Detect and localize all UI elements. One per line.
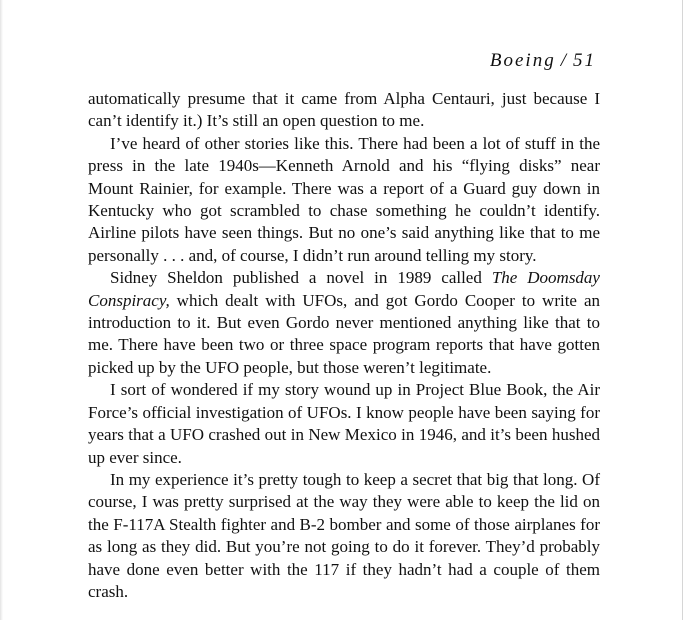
body-text [88, 88, 600, 603]
paragraph: In my experience it’s pretty tough to keep a secret that big that long. Of course, I was pretty surprised at the way they were able to keep the lid on the F-117A Stealth fighter and B-2 bomber and some of those airplanes for as long as they did. But you’re not going to do it forever. They’d probably have done even better with the 117 if they hadn’t had a couple of them crash. [88, 469, 600, 601]
scan-edge-shadow [0, 0, 3, 620]
running-title: Boeing [489, 50, 556, 71]
running-header [490, 50, 596, 72]
book-title: The Doomsday Conspiracy, [88, 268, 600, 310]
paragraph-continued: automatically presume that it came from Alpha Centauri, just because I can’t identify it.) It’s still an open question to me. [88, 89, 600, 131]
paragraph: I’ve heard of other stories like this. There had been a lot of stuff in the press in the late 1940s—Kenneth Arnold and his “flying disks” near Mount Rainier, for example. There was a report of a Guard guy down in Kentucky who got scrambled to chase something he couldn’t identify. Airline pilots have seen things. But no one’s said anything like that to me personally . . . and, of course, I didn’t run around telling my story. [88, 133, 600, 265]
paragraph-text: Sidney Sheldon published a novel in 1989 called [110, 268, 492, 288]
header-separator: / [560, 50, 568, 71]
page-number: 51 [573, 50, 596, 71]
paragraph: I sort of wondered if my story wound up in Project Blue Book, the Air Force’s official investigation of UFOs. I know people have been saying for years that a UFO crashed out in New Mexico in 1946, and it’s been hushed up ever since. [88, 380, 600, 467]
paragraph-text: which dealt with UFOs, and got Gordo Cooper to write an introduction to it. But even Gordo never mentioned anything like that to me. There have been two or three space program reports that have gotten picked up by the UFO people, but those weren’t legitimate. [88, 290, 600, 377]
paragraph [88, 267, 600, 379]
